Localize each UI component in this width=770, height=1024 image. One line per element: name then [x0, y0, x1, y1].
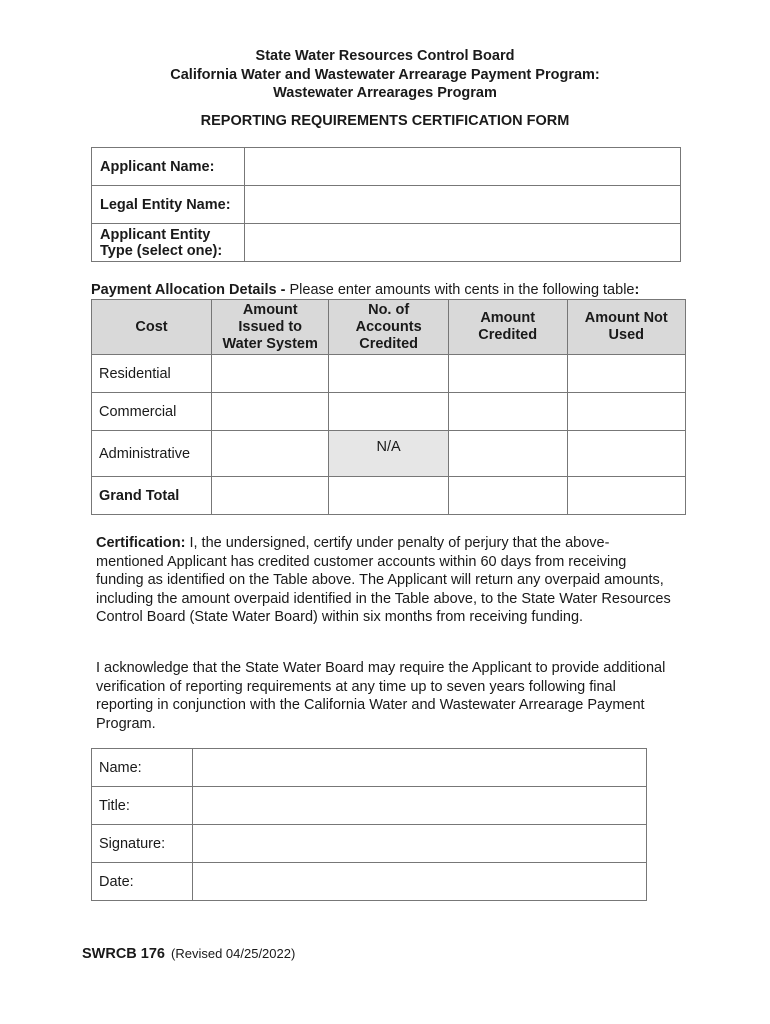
column-header-cost	[92, 300, 212, 355]
applicant-info-table	[91, 147, 681, 262]
column-header-line: Amount Not	[584, 310, 668, 326]
column-header-line: No. of	[368, 301, 410, 318]
column-header-line: Used	[608, 327, 645, 343]
total-accounts-credited-field[interactable]	[329, 477, 448, 515]
signature-table	[91, 748, 647, 901]
entity-type-label	[92, 224, 245, 262]
column-header-amount-not-used	[567, 300, 685, 355]
form-title: REPORTING REQUIREMENTS CERTIFICATION FORM	[200, 113, 570, 129]
entity-type-field[interactable]	[244, 224, 680, 262]
form-id: SWRCB 176	[82, 946, 165, 962]
allocation-caption-text: Please enter amounts with cents in the following table	[285, 282, 635, 298]
signer-name-label: Name:	[92, 749, 193, 787]
administrative-amount-not-used-field[interactable]	[567, 431, 685, 477]
entity-type-label-line1: Applicant Entity	[100, 226, 211, 243]
form-footer	[82, 946, 295, 962]
row-label-residential: Residential	[92, 355, 212, 393]
signature-date-row	[92, 863, 647, 901]
applicant-name-label: Applicant Name:	[92, 148, 245, 186]
allocation-caption-bold: Payment Allocation Details -	[91, 282, 286, 298]
subprogram-name: Wastewater Arrearages Program	[273, 85, 497, 101]
legal-entity-label: Legal Entity Name:	[92, 186, 245, 224]
total-amount-issued-field[interactable]	[211, 477, 328, 515]
table-row-grand-total	[92, 477, 686, 515]
total-amount-credited-field[interactable]	[448, 477, 567, 515]
column-header-line: Credited	[359, 335, 419, 352]
table-row-administrative	[92, 431, 686, 477]
applicant-name-field[interactable]	[244, 148, 680, 186]
row-label-commercial: Commercial	[92, 393, 212, 431]
signer-title-label: Title:	[92, 787, 193, 825]
column-header-line: Accounts	[355, 318, 422, 335]
document-header	[0, 47, 770, 103]
row-label-administrative: Administrative	[92, 431, 212, 477]
signature-signature-row	[92, 825, 647, 863]
residential-amount-issued-field[interactable]	[211, 355, 328, 393]
signer-title-field[interactable]	[193, 787, 647, 825]
residential-amount-not-used-field[interactable]	[567, 355, 685, 393]
administrative-amount-credited-field[interactable]	[448, 431, 567, 477]
allocation-caption	[91, 282, 639, 298]
commercial-amount-not-used-field[interactable]	[567, 393, 685, 431]
column-header-cost-line: Cost	[135, 318, 168, 335]
date-label: Date:	[92, 863, 193, 901]
program-name: California Water and Wastewater Arrearage Payment Program:	[170, 66, 600, 83]
certification-label: Certification:	[96, 535, 186, 551]
acknowledgement-paragraph: I acknowledge that the State Water Board may require the Applicant to provide additional verification of reporting requirements at any time up to seven years following final reporting in conjunction with the California Water and Wastewater Arrearage Payment Program.	[96, 660, 666, 732]
signature-label: Signature:	[92, 825, 193, 863]
commercial-amount-issued-field[interactable]	[211, 393, 328, 431]
administrative-accounts-na-cell: N/A	[329, 431, 448, 477]
applicant-name-row	[92, 148, 681, 186]
column-header-line: Credited	[478, 327, 538, 343]
legal-entity-row	[92, 186, 681, 224]
total-amount-not-used-field[interactable]	[567, 477, 685, 515]
commercial-accounts-credited-field[interactable]	[329, 393, 448, 431]
residential-accounts-credited-field[interactable]	[329, 355, 448, 393]
entity-type-label-line2: Type (select one):	[100, 242, 223, 259]
column-header-line: Amount	[480, 310, 536, 326]
column-header-amount-issued	[211, 300, 328, 355]
residential-amount-credited-field[interactable]	[448, 355, 567, 393]
payment-allocation-table	[91, 299, 686, 515]
date-field[interactable]	[193, 863, 647, 901]
signature-field[interactable]	[193, 825, 647, 863]
signature-title-row	[92, 787, 647, 825]
signature-name-row	[92, 749, 647, 787]
column-header-line: Water System	[222, 335, 318, 352]
allocation-caption-colon: :	[634, 282, 640, 298]
table-row-commercial	[92, 393, 686, 431]
signer-name-field[interactable]	[193, 749, 647, 787]
column-header-line: Amount	[242, 301, 298, 318]
legal-entity-field[interactable]	[244, 186, 680, 224]
revision-date: (Revised 04/25/2022)	[171, 946, 296, 961]
column-header-accounts-credited	[329, 300, 448, 355]
administrative-amount-issued-field[interactable]	[211, 431, 328, 477]
allocation-header-row	[92, 300, 686, 355]
column-header-amount-credited	[448, 300, 567, 355]
row-label-grand-total: Grand Total	[92, 477, 212, 515]
table-row-residential	[92, 355, 686, 393]
column-header-line: Issued to	[238, 318, 303, 335]
certification-text: I, the undersigned, certify under penalty of perjury that the above-mentioned Applicant has credited customer accounts within 60 days from receiving funding as identified on the Table above. The Applicant will return any overpaid amounts, including the amount overpaid identified in the Table above, to the State Water Resources Control Board (State Water Board) within six months from receiving funding.	[96, 535, 671, 625]
entity-type-row	[92, 224, 681, 262]
agency-name: State Water Resources Control Board	[255, 48, 515, 64]
certification-paragraph	[96, 534, 676, 627]
commercial-amount-credited-field[interactable]	[448, 393, 567, 431]
